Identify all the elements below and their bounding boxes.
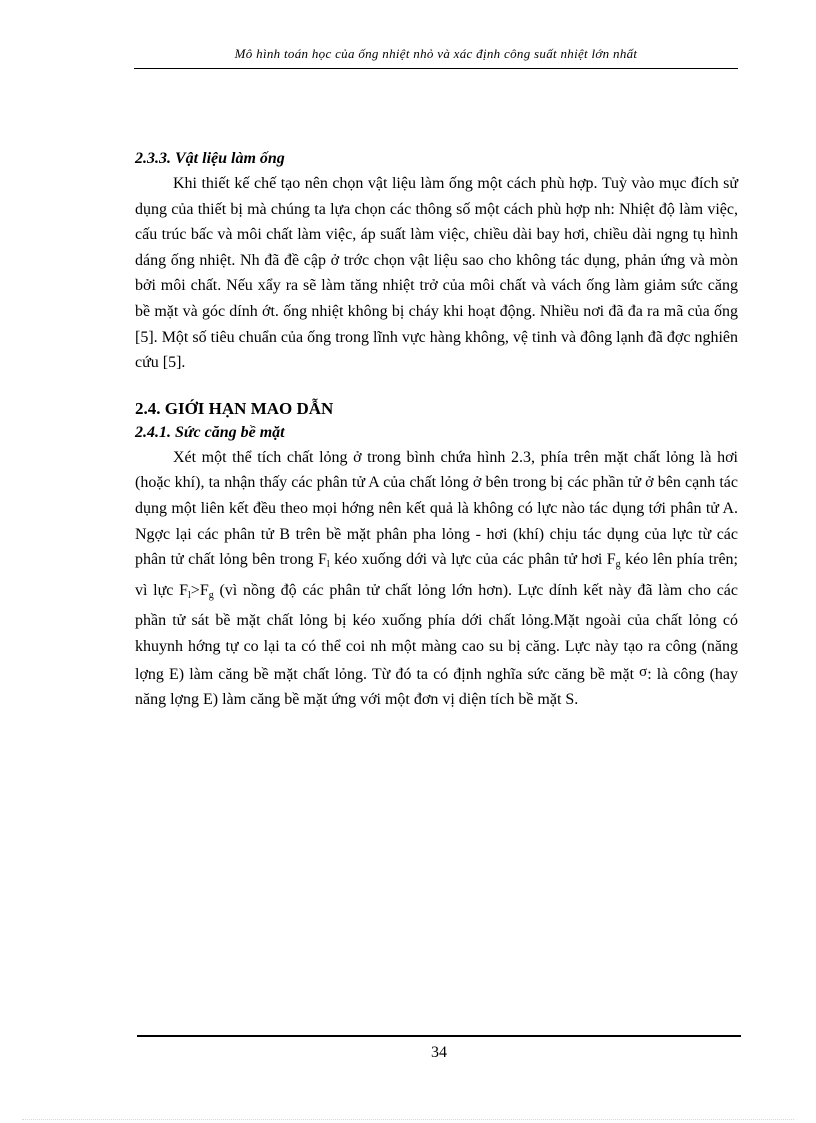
text-segment: >F — [190, 581, 209, 599]
paragraph-materials: Khi thiết kế chế tạo nên chọn vật liệu làm ống một cách phù hợp. Tuỳ vào mục đích sử dụng của thiết bị mà chúng ta lựa chọn các thông số một cách phù hợp nh: Nhiệt độ làm việc, cấu trúc bấc và môi chất làm việc, áp suất làm việc, chiều dài bay hơi, chiều dài ngng tụ hình dáng ống nhiệt. Nh đã đề cập ở trớc chọn vật liệu sao cho không tác dụng, phản ứng và mòn bởi môi chất. Nếu xẩy ra sẽ làm tăng nhiệt trở của môi chất và vách ống làm giảm sức căng bề mặt và góc dính ớt. ống nhiệt không bị cháy khi hoạt động. Nhiều nơi đã đa ra mã của ống [5]. Một số tiêu chuẩn của ống trong lĩnh vực hàng không, vệ tinh và đông lạnh đã đợc nghiên cứu [5]. — [135, 175, 738, 372]
subscript-l: l — [188, 589, 191, 601]
paragraph-surface-tension — [135, 445, 738, 713]
running-header: Mô hình toán học của ống nhiệt nhỏ và xác định công suất nhiệt lớn nhất — [134, 46, 738, 69]
page-body — [135, 146, 738, 713]
section-gap — [135, 376, 738, 398]
text-segment: : là công (hay năng lợng E) làm căng bề mặt ứng với một đơn vị diện tích bề mặt S. — [135, 665, 738, 709]
sigma-symbol: σ — [639, 663, 648, 680]
subscript-g: g — [615, 559, 621, 571]
text-segment: kéo xuống dới và lực của các phân tử hơi F — [329, 551, 616, 569]
page-edge-divider — [22, 1119, 794, 1120]
heading-2-4: 2.4. GIỚI HẠN MAO DẪN — [135, 398, 334, 418]
subscript-g: g — [208, 589, 214, 601]
subscript-l: l — [326, 559, 330, 571]
text-segment: (vì nồng độ các phân tử chất lỏng lớn hơn). Lực dính kết này đã làm cho các phần tử sát bề mặt chất lỏng bị kéo xuống phía dới chất lỏng.Mặt ngoài của chất lỏng có khuynh hớng tự co lại ta có thể coi nh một màng cao su bị căng. Lực này tạo ra công (năng lợng E) làm căng bề mặt chất lỏng. Từ đó ta có định nghĩa sức căng bề mặt — [135, 581, 738, 683]
text-segment: kéo lên phía trên; vì lực F — [135, 551, 738, 599]
heading-2-3-3: 2.3.3. Vật liệu làm ống — [135, 150, 285, 167]
page-number: 34 — [431, 1044, 447, 1061]
text-segment: Xét một thể tích chất lỏng ở trong bình chứa hình 2.3, phía trên mặt chất lỏng là hơi (hoặc khí), ta nhận thấy các phân tử A của chất lỏng ở bên trong bị các phần tử ở bên cạnh tác dụng một liên kết đều theo mọi hớng nên kết quả là không có lực nào tác dụng tới phân tử A. Ngợc lại các phân tử B trên bề mặt phân pha lỏng - hơi (khí) chịu tác dụng của lực từ các phân tử chất lỏng bên trong F — [135, 448, 738, 569]
heading-2-4-1: 2.4.1. Sức căng bề mặt — [135, 423, 285, 441]
footer-rule — [137, 1035, 741, 1037]
